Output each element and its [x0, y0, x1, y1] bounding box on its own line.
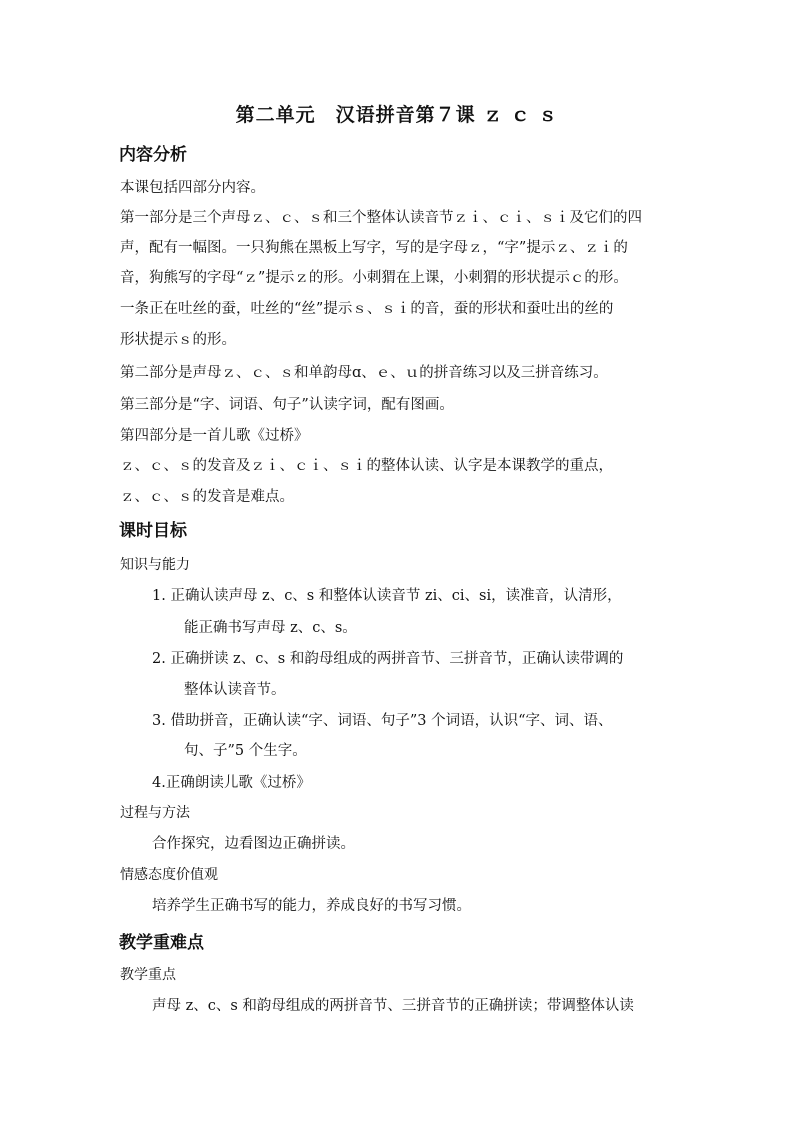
paragraph-line: 音，狗熊写的字母“ｚ”提示ｚ的形。小刺猬在上课，小刺猬的形状提示ｃ的形。 [120, 270, 628, 286]
process-text: 合作探究，边看图边正确拼读。 [152, 836, 355, 852]
paragraph-line: 第四部分是一首儿歌《过桥》 [120, 428, 309, 444]
focus-text: 声母 z、c、s 和韵母组成的两拼音节、三拼音节的正确拼读；带调整体认读 [152, 998, 634, 1014]
goal-item-continuation: 能正确书写声母 z、c、s。 [184, 620, 357, 636]
section-heading-content-analysis: 内容分析 [119, 145, 187, 165]
goal-item: 3. 借助拼音，正确认读“字、词语、句子”3 个词语，认识“字、词、语、 [152, 713, 613, 729]
paragraph-line: ｚ、ｃ、ｓ的发音及ｚｉ、ｃｉ、ｓｉ的整体认读、认字是本课教学的重点， [120, 458, 613, 474]
paragraph-line: 形状提示ｓ的形。 [120, 332, 236, 348]
paragraph-line: 第二部分是声母ｚ、ｃ、ｓ和单韵母ɑ、ｅ、ｕ的拼音练习以及三拼音练习。 [120, 365, 608, 381]
paragraph-line: 声，配有一幅图。一只狗熊在黑板上写字，写的是字母ｚ，“字”提示ｚ、ｚｉ的 [120, 240, 628, 256]
goal-item: 4.正确朗读儿歌《过桥》 [152, 775, 311, 791]
goal-item-continuation: 句、子”5 个生字。 [184, 743, 307, 759]
paragraph-line: 第一部分是三个声母ｚ、ｃ、ｓ和三个整体认读音节ｚｉ、ｃｉ、ｓｉ及它们的四 [120, 210, 642, 226]
page-title: 第二单元 汉语拼音第７课 ｚ ｃ ｓ [235, 104, 559, 126]
subheading-knowledge-ability: 知识与能力 [120, 557, 190, 573]
subheading-attitude-values: 情感态度价值观 [120, 867, 218, 883]
paragraph-line: ｚ、ｃ、ｓ的发音是难点。 [120, 489, 294, 505]
paragraph-line: 第三部分是“字、词语、句子”认读字词，配有图画。 [120, 397, 454, 413]
section-heading-key-points: 教学重难点 [119, 933, 204, 953]
goal-item: 1. 正确认读声母 z、c、s 和整体认读音节 zi、ci、si，读准音，认清形， [152, 588, 622, 604]
subheading-process-method: 过程与方法 [120, 805, 190, 821]
paragraph-line: 本课包括四部分内容。 [120, 180, 265, 196]
subheading-teaching-focus: 教学重点 [120, 967, 176, 983]
goal-item: 2. 正确拼读 z、c、s 和韵母组成的两拼音节、三拼音节，正确认读带调的 [152, 651, 624, 667]
paragraph-line: 一条正在吐丝的蚕，吐丝的“丝”提示ｓ、ｓｉ的音，蚕的形状和蚕吐出的丝的 [120, 301, 614, 317]
section-heading-lesson-goals: 课时目标 [119, 521, 187, 541]
goal-item-continuation: 整体认读音节。 [184, 682, 286, 698]
attitude-text: 培养学生正确书写的能力，养成良好的书写习惯。 [152, 898, 471, 914]
